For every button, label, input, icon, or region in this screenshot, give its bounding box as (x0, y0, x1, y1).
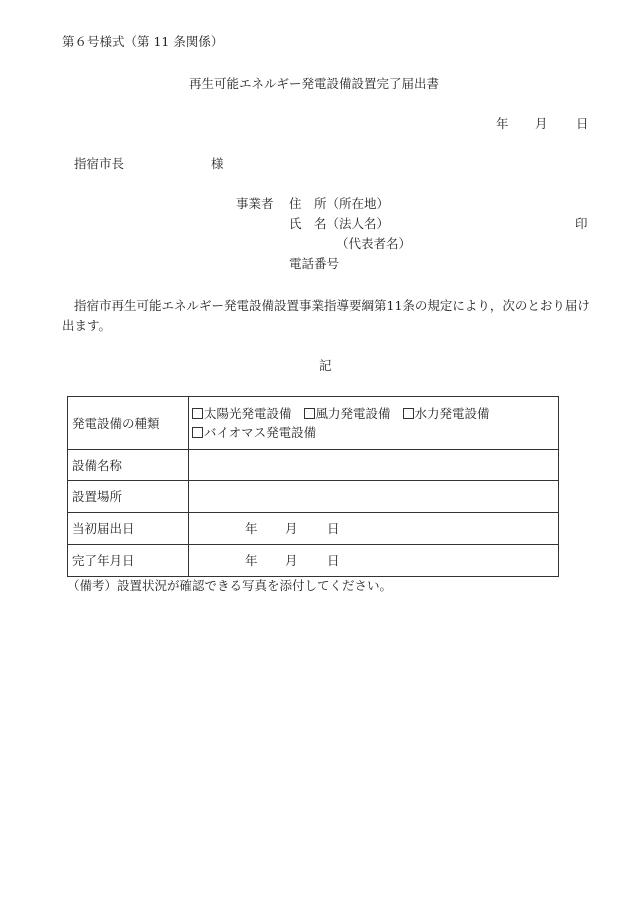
checkbox-icon (304, 408, 315, 419)
location-field[interactable] (189, 481, 559, 513)
completion-date-field[interactable] (189, 545, 559, 577)
checkbox-icon (403, 408, 414, 419)
date-year: 年 (496, 116, 509, 131)
initial-notice-date-field[interactable] (189, 513, 559, 545)
applicant-label: 事業者 (236, 196, 274, 211)
option-hydro[interactable] (403, 406, 490, 421)
representative-label: （代表者名） (336, 236, 412, 251)
phone-label: 電話番号 (289, 256, 340, 271)
body-text-content: 指宿市再生可能エネルギー発電設備設置事業指導要綱第11条の規定により，次のとおり届け出ます。 (62, 298, 590, 333)
form-number: 第６号様式（第 11 条関係） (62, 34, 224, 49)
completion-day-unit: 日 (327, 553, 340, 568)
option-solar[interactable] (192, 406, 292, 421)
table-row-facility-name (68, 450, 559, 481)
table-row-initial-notice (68, 513, 559, 545)
type-label: 発電設備の種類 (68, 397, 189, 450)
ki-heading: 記 (319, 358, 332, 373)
date-day: 日 (576, 116, 589, 131)
option-wind-label: 風力発電設備 (315, 406, 391, 421)
initial-notice-label: 当初届出日 (68, 513, 189, 545)
option-biomass-label: バイオマス発電設備 (204, 425, 317, 440)
body-text (62, 296, 592, 336)
facility-name-field[interactable] (189, 450, 559, 481)
facility-name-label: 設備名称 (68, 450, 189, 481)
date-month: 月 (535, 116, 548, 131)
table-row-type (68, 397, 559, 450)
remarks: （備考）設置状況が確認できる写真を添付してください。 (67, 578, 393, 593)
initial-month-unit: 月 (285, 521, 298, 536)
option-wind[interactable] (304, 406, 391, 421)
checkbox-icon (192, 427, 203, 438)
initial-day-unit: 日 (327, 521, 340, 536)
page-title: 再生可能エネルギー発電設備設置完了届出書 (189, 76, 440, 91)
addressee-name: 指宿市長 (74, 156, 125, 171)
completion-date-label: 完了年月日 (68, 545, 189, 577)
option-hydro-label: 水力発電設備 (414, 406, 490, 421)
table-row-completion (68, 545, 559, 577)
initial-year-unit: 年 (245, 521, 258, 536)
completion-year-unit: 年 (245, 553, 258, 568)
checkbox-icon (192, 408, 203, 419)
option-biomass[interactable] (192, 425, 316, 440)
seal-mark: 印 (575, 216, 588, 231)
type-options (189, 397, 559, 450)
location-label: 設置場所 (68, 481, 189, 513)
option-solar-label: 太陽光発電設備 (204, 406, 292, 421)
name-label: 氏 名（法人名） (289, 216, 390, 231)
addressee-honorific: 様 (211, 156, 224, 171)
table-row-location (68, 481, 559, 513)
address-label: 住 所（所在地） (289, 196, 390, 211)
facility-table (67, 396, 559, 577)
completion-month-unit: 月 (285, 553, 298, 568)
